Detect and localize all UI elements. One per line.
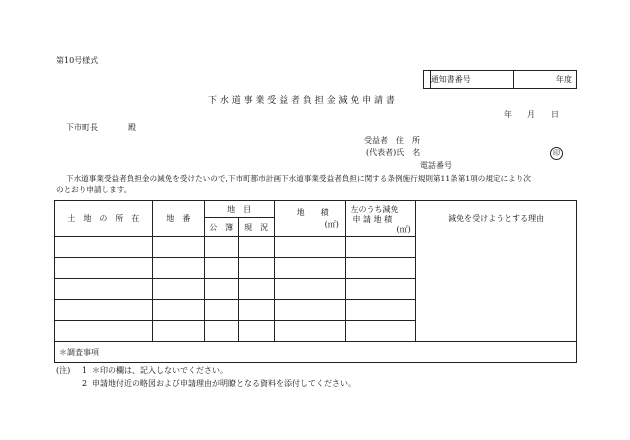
cell-location[interactable]	[55, 321, 153, 342]
date-year: 年	[504, 110, 512, 119]
cell-current[interactable]	[238, 237, 274, 258]
body-text-line1: 下水道事業受益者負担金の減免を受けたいので,下市町都市計画下水道事業受益者負担に関する条例施行規則第11条第1項の規定により次	[66, 174, 531, 183]
investigation-label: ＊調査事項	[59, 347, 99, 357]
notes-label: (注)	[56, 366, 71, 375]
addressee: 下市町長	[66, 123, 98, 132]
cell-location[interactable]	[55, 300, 153, 321]
header-reason-label: 減免を受けようとする理由	[448, 214, 545, 223]
cell-area[interactable]	[274, 321, 346, 342]
seal-mark-icon: 印	[550, 147, 563, 160]
address-label: 住 所	[396, 136, 420, 145]
notice-number-box	[423, 70, 577, 89]
cell-location[interactable]	[55, 279, 153, 300]
header-area-label: 地 積	[296, 208, 329, 217]
header-exempt-unit: (㎡)	[396, 225, 411, 234]
header-reason[interactable]	[416, 201, 577, 342]
cell-location[interactable]	[55, 258, 153, 279]
cell-lot[interactable]	[152, 258, 204, 279]
header-exempt-area	[346, 201, 416, 237]
cell-lot[interactable]	[152, 237, 204, 258]
header-location: 土 地 の 所 在	[55, 201, 153, 237]
header-area	[274, 201, 346, 237]
cell-public[interactable]	[204, 300, 238, 321]
cell-exempt[interactable]	[346, 321, 416, 342]
body-text-line2: のとおり申請します。	[56, 185, 132, 194]
fiscal-year-suffix: 年度	[556, 75, 572, 84]
cell-area[interactable]	[274, 258, 346, 279]
cell-exempt[interactable]	[346, 258, 416, 279]
cell-exempt[interactable]	[346, 237, 416, 258]
cell-public[interactable]	[204, 258, 238, 279]
header-public-record: 公 簿	[204, 218, 238, 237]
date-month: 月	[527, 110, 535, 119]
applicant-role: 受益者	[364, 136, 388, 145]
representative-name-label: (代表者)氏 名	[366, 148, 421, 157]
header-lot-number: 地 番	[152, 201, 204, 237]
cell-exempt[interactable]	[346, 300, 416, 321]
notice-number-label: 通知書番号	[430, 71, 514, 89]
form-number: 第10号様式	[56, 56, 99, 65]
header-current-status: 現 況	[238, 218, 274, 237]
note-2-number: 2	[82, 379, 88, 388]
note-1-number: 1	[82, 366, 88, 375]
addressee-suffix: 殿	[128, 123, 136, 132]
cell-exempt[interactable]	[346, 279, 416, 300]
form-title: 下 水 道 事 業 受 益 者 負 担 金 減 免 申 請 書	[208, 96, 395, 106]
investigation-row	[55, 342, 577, 363]
land-application-table	[54, 200, 577, 363]
cell-lot[interactable]	[152, 321, 204, 342]
cell-current[interactable]	[238, 279, 274, 300]
date-day: 日	[551, 110, 559, 119]
cell-public[interactable]	[204, 237, 238, 258]
header-exempt-line1: 左のうち減免	[350, 205, 399, 214]
header-area-unit: (㎡)	[324, 220, 339, 229]
cell-area[interactable]	[274, 300, 346, 321]
header-exempt-line2: 申 請 地 積	[352, 215, 393, 224]
cell-location[interactable]	[55, 237, 153, 258]
cell-current[interactable]	[238, 258, 274, 279]
cell-lot[interactable]	[152, 279, 204, 300]
cell-area[interactable]	[274, 279, 346, 300]
header-land-category: 地 目	[204, 201, 274, 218]
cell-public[interactable]	[204, 279, 238, 300]
note-2-text: 申請地付近の略図および申請理由が明瞭となる資料を添付してください。	[92, 379, 356, 388]
cell-area[interactable]	[274, 237, 346, 258]
cell-current[interactable]	[238, 300, 274, 321]
phone-label: 電話番号	[420, 161, 452, 170]
cell-current[interactable]	[238, 321, 274, 342]
cell-public[interactable]	[204, 321, 238, 342]
notice-number-year[interactable]	[514, 71, 577, 89]
cell-lot[interactable]	[152, 300, 204, 321]
note-1-text: ＊印の欄は、記入しないでください。	[92, 366, 228, 375]
